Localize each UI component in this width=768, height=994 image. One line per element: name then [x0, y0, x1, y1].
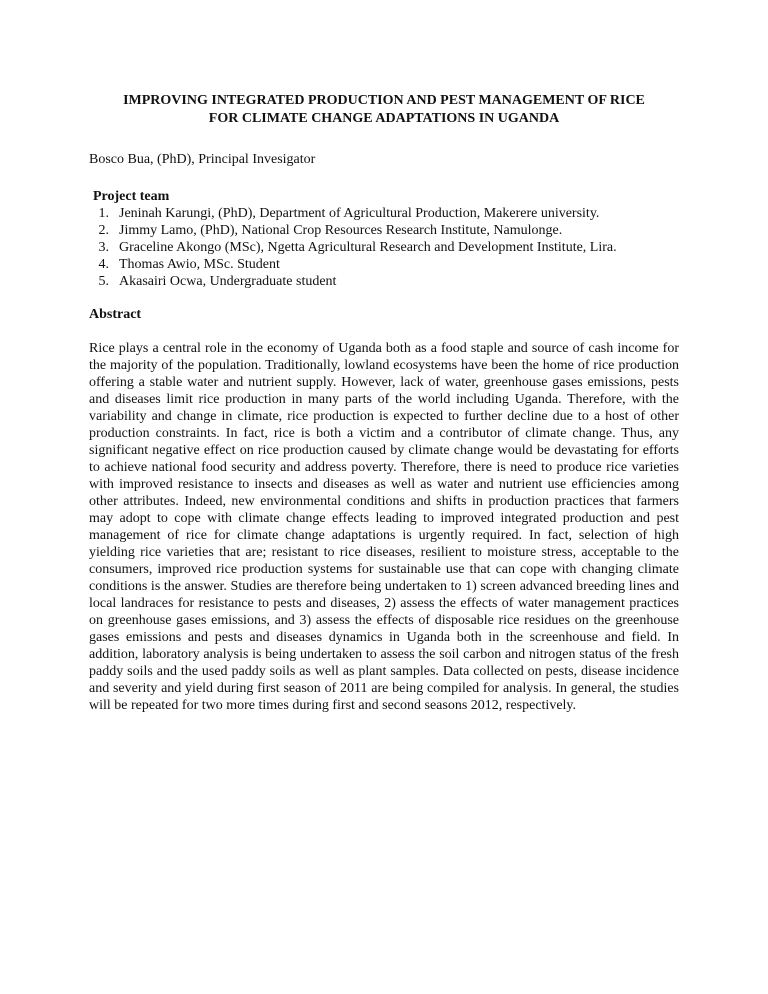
- team-member-number: 4.: [98, 257, 109, 272]
- team-member: [89, 273, 679, 290]
- title-line-2: FOR CLIMATE CHANGE ADAPTATIONS IN UGANDA: [208, 111, 560, 126]
- team-member-text: Thomas Awio, MSc. Student: [119, 257, 280, 272]
- team-member-number: 3.: [98, 240, 109, 255]
- team-member-number: 2.: [98, 223, 109, 238]
- project-team-list: [89, 205, 679, 290]
- title-line-1: IMPROVING INTEGRATED PRODUCTION AND PEST MANAGEMENT OF RICE: [123, 93, 645, 108]
- document-title: [89, 92, 679, 128]
- team-member: [89, 222, 679, 239]
- team-member-text: Jeninah Karungi, (PhD), Department of Agricultural Production, Makerere university.: [119, 206, 600, 221]
- team-member: [89, 256, 679, 273]
- team-member-text: Akasairi Ocwa, Undergraduate student: [119, 274, 337, 289]
- project-team-heading: Project team: [93, 189, 170, 204]
- team-member-text: Graceline Akongo (MSc), Ngetta Agricultural Research and Development Institute, Lira.: [119, 240, 617, 255]
- abstract-body: Rice plays a central role in the economy of Uganda both as a food staple and source of cash income for the majority of the population. Traditionally, lowland ecosystems have been the home of rice production offering a stable water and nutrient supply. However, lack of water, greenhouse gases emissions, pests and diseases limit rice production in many parts of the world including Uganda. Therefore, with the variability and change in climate, rice production is expected to further decline due to a host of other production constraints. In fact, rice is both a victim and a contributor of climate change. Thus, any significant negative effect on rice production caused by climate change would be devastating for efforts to achieve national food security and address poverty. Therefore, there is need to produce rice varieties with improved resistance to insects and diseases as well as water and nutrient use efficiencies among other attributes. Indeed, new environmental conditions and shifts in production practices that farmers may adopt to cope with climate change effects leading to improved integrated production and pest management of rice for climate change adaptations is urgently required. In fact, selection of high yielding rice varieties that are; resistant to rice diseases, resilient to moisture stress, acceptable to the consumers, improved rice production systems for sustainable use that can cope with changing climate conditions is the answer. Studies are therefore being undertaken to 1) screen advanced breeding lines and local landraces for resistance to pests and diseases, 2) assess the effects of water management practices on greenhouse gases emissions, and 3) assess the effects of disposable rice residues on the greenhouse gases emissions and pests and diseases dynamics in Uganda both in the screenhouse and field. In addition, laboratory analysis is being undertaken to assess the soil carbon and nitrogen status of the fresh paddy soils and the used paddy soils as well as plant samples. Data collected on pests, disease incidence and severity and yield during first season of 2011 are being compiled for analysis. In general, the studies will be repeated for two more times during first and second seasons 2012, respectively.: [89, 341, 679, 713]
- team-member-number: 5.: [98, 274, 109, 289]
- team-member-text: Jimmy Lamo, (PhD), National Crop Resources Research Institute, Namulonge.: [119, 223, 563, 238]
- abstract-heading: Abstract: [89, 307, 142, 322]
- team-member-number: 1.: [98, 206, 109, 221]
- team-member: [89, 239, 679, 256]
- principal-investigator: Bosco Bua, (PhD), Principal Invesigator: [89, 152, 316, 167]
- team-member: [89, 205, 679, 222]
- document-page: [89, 92, 679, 714]
